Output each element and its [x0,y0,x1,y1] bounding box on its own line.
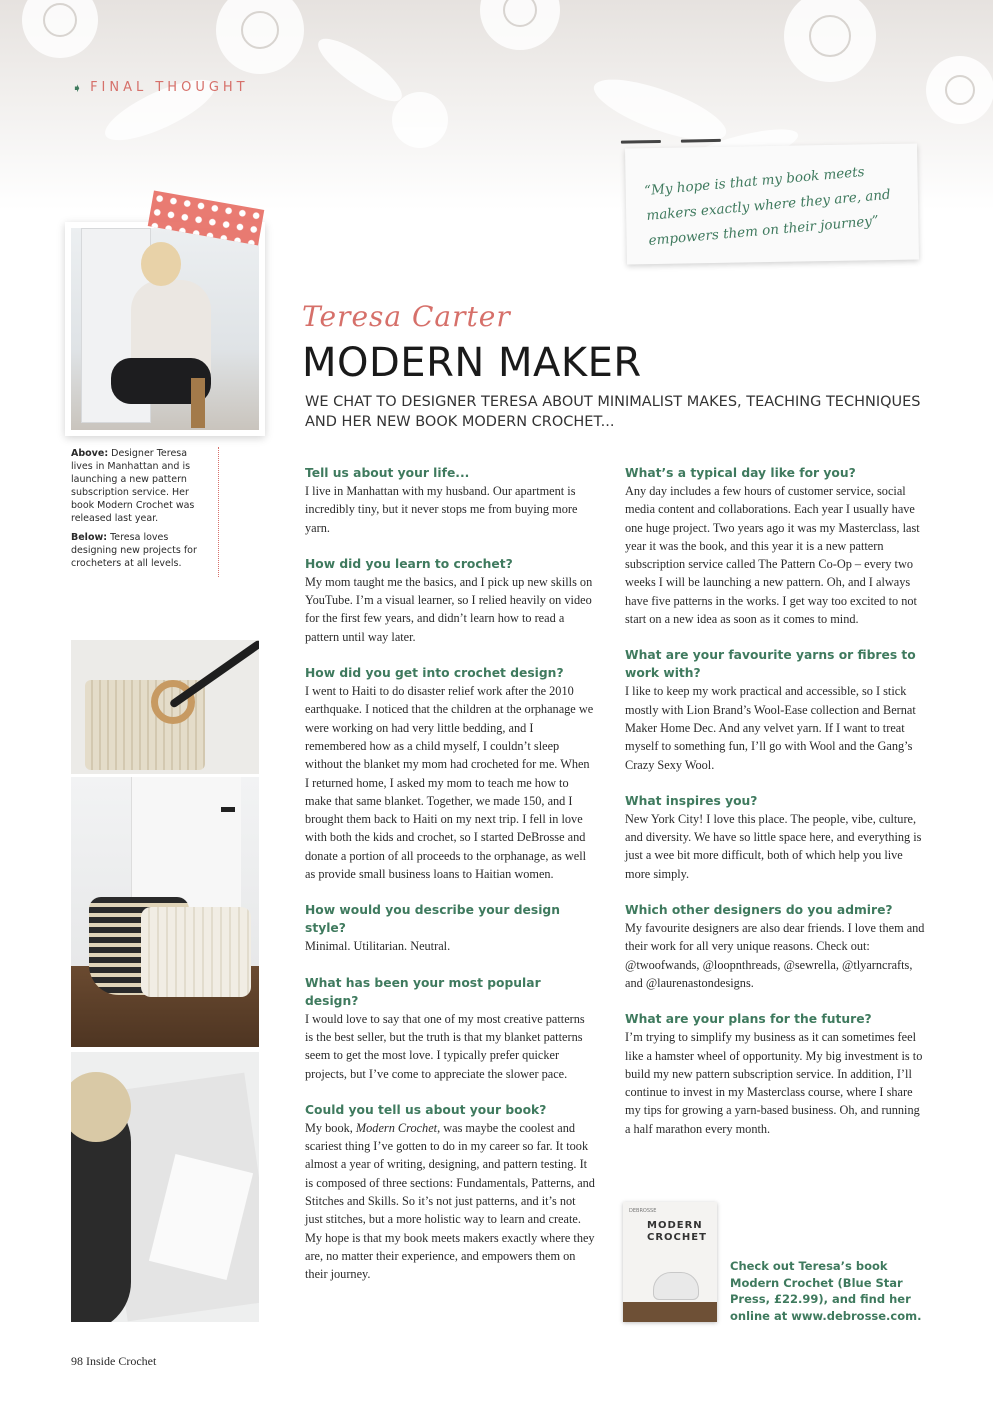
chair-icon [653,1272,699,1300]
answer: Any day includes a few hours of customer service, social media content and collaborations. Each year I usually have one huge project. Two years ago it was my Masterclass, last year it was the book, and this year it is a new pattern subscription service called The Pattern Co-Op – every two weeks I will be launching a new pattern. Oh, and I always have five patterns in the works. I get way too excited to not start on a new idea as soon as it comes to mind. [625,484,920,627]
photo-designing [71,1052,259,1322]
qa-block [625,901,925,992]
qa-block [305,1101,595,1284]
standfirst: WE CHAT TO DESIGNER TERESA ABOUT MINIMALIST MAKES, TEACHING TECHNIQUES AND HER NEW BOOK MODERN CROCHET... [305,394,921,430]
article-column-left [305,464,595,1302]
answer: I like to keep my work practical and accessible, so I stick mostly with Lion Brand’s Wool-Ease collection and Bernat Maker Home Dec. And any velvet yarn. If I want to treat myself to something fun, I’ll go with Wool and the Gang’s Crazy Sexy Wool. [625,684,916,772]
answer: My book, Modern Crochet, was maybe the coolest and scariest thing I’ve gotten to do in my career so far. It took almost a year of writing, designing, and pattern testing. It is composed of three sections: Fundamentals, Patterns, and Stitches and Skills. So it’s not just patterns, and it’s not just stitches, but a more holistic way to learn and create. My hope is that my book meets makers exactly where they are, no matter their experience, and empowers them on their journey. [305,1120,595,1282]
question: How did you learn to crochet? [305,556,513,571]
answer: My favourite designers are also dear friends. I love them and their work for all very unique reasons. Check out: @twoofwands, @loopnthreads, @sewrella, @tlyarncrafts, and @laurenastondesigns. [625,921,925,990]
photo-captions [71,447,219,577]
answer: I would love to say that one of my most creative patterns is the best seller, but the truth is that my blanket patterns seem to get the most love. I typically prefer quicker projects, but I’ve come to appreciate the slower pace. [305,1011,585,1081]
question: How would you describe your design style? [305,903,560,936]
pull-quote: “My hope is that my book meets makers exactly where they are, and empowers them on their journey” [643,163,892,249]
photo-basket-blanket [71,777,259,1047]
question: What are your plans for the future? [625,1012,872,1027]
caption-below: Below: Teresa loves designing new projects for crocheters at all levels. [71,532,197,569]
section-label-text: FINAL THOUGHT [90,80,249,95]
answer: Minimal. Utilitarian. Neutral. [305,939,451,954]
book-cover [623,1202,717,1322]
hero-photo [65,222,265,436]
question: Which other designers do you admire? [625,903,893,918]
answer: I live in Manhattan with my husband. Our apartment is incredibly tiny, but it never stops me from buying more yarn. [305,484,578,535]
question: What’s a typical day like for you? [625,466,856,480]
book-publisher: DEBROSSE [629,1208,657,1214]
qa-block [305,664,595,883]
book-promo: Check out Teresa’s book Modern Crochet (Blue Star Press, £22.99), and find her online at www.debrosse.com. [730,1259,922,1323]
question: How did you get into crochet design? [305,666,564,681]
section-label [72,80,249,95]
book-title: Modern Crochet [355,1120,438,1135]
qa-block [625,646,925,773]
qa-block [625,1010,925,1138]
question: Tell us about your life... [305,466,470,480]
book-title-line2: CROCHET [647,1232,707,1243]
question: What are your favourite yarns or fibres to work with? [625,648,916,681]
book-title-line1: MODERN [647,1220,703,1231]
question: What has been your most popular design? [305,975,541,1008]
page-footer: 98 Inside Crochet [71,1354,157,1368]
question: Could you tell us about your book? [305,1102,547,1117]
qa-block [625,792,925,883]
designer-name: Teresa Carter [302,300,511,333]
headline: MODERN MAKER [302,340,642,386]
double-arrow-icon: ➧ [72,80,83,95]
answer: My mom taught me the basics, and I pick up new skills on YouTube. I’m a visual learner, so I relied heavily on video for the first few years, and didn’t learn how to read a pattern until way later. [305,574,593,644]
article-column-right [625,464,925,1156]
qa-block [305,901,595,955]
caption-above: Above: Designer Teresa lives in Manhattan and is launching a new pattern subscription service. Her book Modern Crochet was released last year. [71,448,195,524]
answer: I went to Haiti to do disaster relief work after the 2010 earthquake. I noticed that the children at the orphanage we were working on had very little bedding, and I remembered how as a child myself, I couldn’t sleep without the blanket my mom had crocheted for me. When I returned home, I asked my mom to teach me how to make that same blanket. Together, we made 150, and I brought them back to Haiti on my next trip. I fell in love with both the kids and crochet, so I started DeBrosse and donate a portion of all proceeds to the orphanage, as well as provide small business loans to Haitian women. [305,684,594,882]
qa-block [625,464,925,628]
answer: New York City! I love this place. The people, vibe, culture, and diversity. We have so little space here, and everything is just a wee bit more difficult, both of which help you live more simply. [625,811,922,881]
qa-block [305,555,595,646]
question: What inspires you? [625,793,758,808]
photo-crochet-hook [71,640,259,774]
qa-block [305,464,595,537]
qa-block [305,974,595,1083]
pull-quote-card [625,143,919,264]
answer: I’m trying to simplify my business as it can sometimes feel like a hamster wheel of opportunity. My big investment is to build my new pattern subscription service. In addition, I’ll continue to invest in my Masterclass course, where I share my tips for growing a yarn-based business. Oh, and running a half marathon every month. [625,1030,923,1136]
